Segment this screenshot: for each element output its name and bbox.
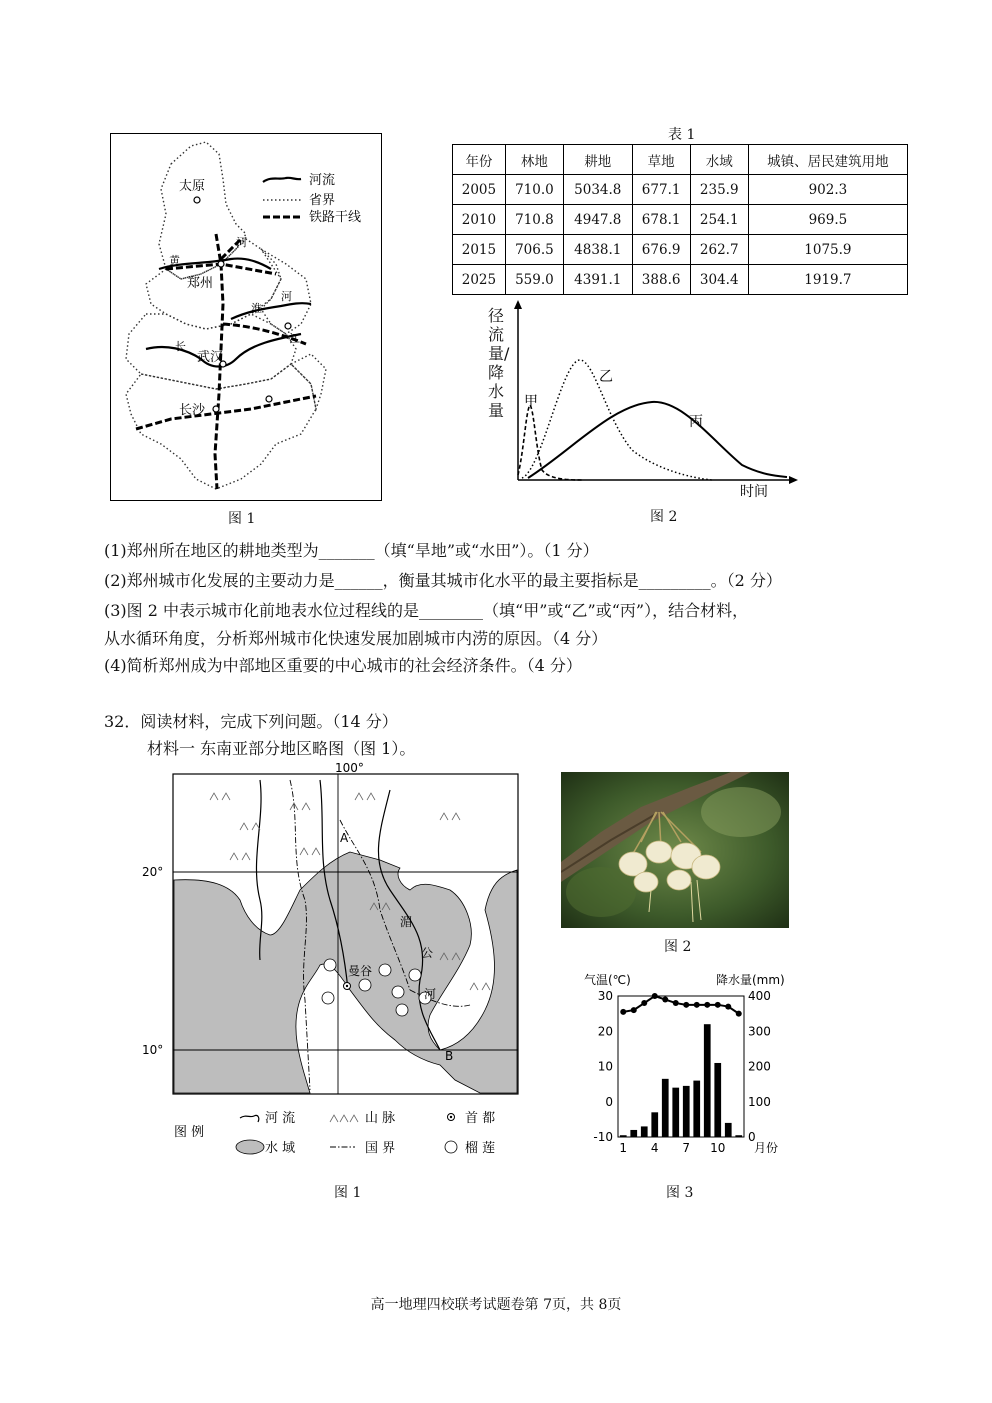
table-cell: 262.7 bbox=[690, 235, 748, 265]
table-cell: 902.3 bbox=[748, 175, 907, 205]
legend-title: 图 例 bbox=[174, 1125, 205, 1140]
legend-item: 首 都 bbox=[465, 1111, 496, 1126]
place-label: 长沙 bbox=[179, 403, 206, 418]
question-2: (2)郑州城市化发展的主要动力是______，衡量其城市化水平的最主要指标是_________。（2 分） bbox=[104, 571, 782, 590]
river-label: 江 bbox=[289, 332, 300, 345]
precip-bar bbox=[620, 1135, 627, 1137]
left-tick-label: 0 bbox=[605, 1094, 613, 1109]
table-row bbox=[453, 265, 908, 295]
place-label: 郑州 bbox=[187, 276, 214, 291]
river-label: 长 bbox=[175, 340, 186, 353]
river-label: 淮 bbox=[251, 302, 262, 315]
left-tick-label: 30 bbox=[597, 989, 613, 1003]
table-cell: 2010 bbox=[453, 205, 506, 235]
figure-2-caption: 图 2 bbox=[650, 509, 678, 525]
question-3-cont: 从水循环角度，分析郑州城市化快速发展加剧城市内涝的原因。（4 分） bbox=[104, 629, 608, 648]
table-cell: 4391.1 bbox=[563, 265, 632, 295]
durian-flower-photo bbox=[561, 772, 789, 928]
precip-bar bbox=[704, 1024, 711, 1137]
river-label: 河 bbox=[281, 290, 292, 303]
temp-point bbox=[620, 1009, 626, 1015]
temp-point bbox=[715, 1002, 721, 1008]
right-tick-label: 300 bbox=[748, 1024, 771, 1039]
precip-bar bbox=[725, 1123, 732, 1137]
temp-point bbox=[725, 1004, 731, 1010]
table-cell: 706.5 bbox=[505, 235, 563, 265]
left-tick-label: -10 bbox=[593, 1130, 613, 1144]
table-cell: 2015 bbox=[453, 235, 506, 265]
table-cell: 969.5 bbox=[748, 205, 907, 235]
table-cell: 2005 bbox=[453, 175, 506, 205]
river-char: 湄 bbox=[400, 915, 413, 929]
table-cell: 4947.8 bbox=[563, 205, 632, 235]
curve-label-jia: 甲 bbox=[524, 394, 538, 410]
legend-item: 国 界 bbox=[365, 1141, 396, 1156]
figure-2-hydrograph bbox=[482, 300, 802, 500]
legend-item: 水 域 bbox=[265, 1141, 296, 1156]
x-axis-label: 时间 bbox=[740, 484, 768, 500]
temp-point bbox=[736, 1011, 742, 1017]
table-cell: 388.6 bbox=[632, 265, 690, 295]
left-tick-label: 20 bbox=[597, 1024, 613, 1039]
legend-river: 河流 bbox=[309, 173, 336, 188]
precip-bar bbox=[683, 1086, 690, 1137]
table-header: 城镇、居民建筑用地 bbox=[748, 145, 907, 175]
table-header: 耕地 bbox=[563, 145, 632, 175]
table-cell: 4838.1 bbox=[563, 235, 632, 265]
table-header: 林地 bbox=[505, 145, 563, 175]
curve-label-yi: 乙 bbox=[599, 369, 613, 385]
capital-label: 曼谷 bbox=[348, 964, 373, 978]
lat-label: 20° bbox=[142, 865, 164, 879]
table-cell: 559.0 bbox=[505, 265, 563, 295]
question-1: (1)郑州所在地区的耕地类型为_______（填“旱地”或“水田”）。（1 分） bbox=[104, 541, 599, 560]
point-label: A bbox=[340, 831, 349, 845]
table-cell: 1919.7 bbox=[748, 265, 907, 295]
table-1-title: 表 1 bbox=[668, 127, 696, 143]
precip-bar bbox=[641, 1126, 648, 1137]
precip-bar bbox=[693, 1081, 700, 1137]
right-tick-label: 400 bbox=[748, 989, 771, 1003]
right-axis-title: 降水量(mm) bbox=[716, 973, 785, 987]
temp-point bbox=[683, 1002, 689, 1008]
x-tick-label: 1 bbox=[619, 1141, 628, 1155]
table-cell: 1075.9 bbox=[748, 235, 907, 265]
curve-label-bing: 丙 bbox=[689, 414, 703, 430]
precip-bar bbox=[630, 1130, 637, 1137]
table-cell: 254.1 bbox=[690, 205, 748, 235]
legend-province: 省界 bbox=[309, 193, 336, 208]
temp-point bbox=[694, 1002, 700, 1008]
table-row bbox=[453, 175, 908, 205]
map-legend bbox=[263, 172, 361, 225]
legend-item: 河 流 bbox=[265, 1111, 296, 1126]
temp-point bbox=[641, 1000, 647, 1006]
temp-point bbox=[673, 1000, 679, 1006]
precip-bar bbox=[735, 1135, 742, 1137]
x-tick-label: 4 bbox=[650, 1141, 659, 1155]
river-label: 黄 bbox=[169, 254, 180, 267]
precip-bar bbox=[672, 1088, 679, 1137]
temp-point bbox=[662, 997, 668, 1003]
map-legend bbox=[174, 1110, 495, 1156]
river-char: 河 bbox=[424, 987, 437, 1001]
page-footer: 高一地理四校联考试题卷第 7页，共 8页 bbox=[370, 1297, 622, 1313]
figure-2-ylabel: 径流量/降水量 bbox=[488, 306, 510, 420]
precip-bar bbox=[651, 1112, 658, 1137]
lat-label: 10° bbox=[142, 1043, 164, 1057]
figure-1-caption: 图 1 bbox=[228, 511, 256, 527]
table-cell: 235.9 bbox=[690, 175, 748, 205]
question-32-material: 材料一 东南亚部分地区略图（图 1）。 bbox=[147, 739, 416, 758]
table-cell: 676.9 bbox=[632, 235, 690, 265]
table-cell: 304.4 bbox=[690, 265, 748, 295]
point-label: B bbox=[445, 1049, 454, 1063]
question-3: (3)图 2 中表示城市化前地表水位过程线的是________（填“甲”或“乙”或“丙”），结合材料， bbox=[104, 601, 749, 620]
right-tick-label: 200 bbox=[748, 1059, 771, 1074]
precip-bar bbox=[662, 1079, 669, 1137]
right-tick-label: 100 bbox=[748, 1094, 771, 1109]
table-header: 草地 bbox=[632, 145, 690, 175]
table-cell: 677.1 bbox=[632, 175, 690, 205]
legend-railway: 铁路干线 bbox=[309, 210, 362, 225]
left-axis-title: 气温(℃) bbox=[584, 973, 631, 987]
table-row bbox=[453, 205, 908, 235]
figure-1-southeast-asia-map bbox=[140, 760, 530, 1170]
place-label: 太原 bbox=[179, 179, 206, 194]
question-4: (4)简析郑州成为中部地区重要的中心城市的社会经济条件。（4 分） bbox=[104, 656, 582, 675]
right-tick-label: 0 bbox=[748, 1130, 756, 1144]
table-cell: 678.1 bbox=[632, 205, 690, 235]
table-header: 水域 bbox=[690, 145, 748, 175]
figure-1b-caption: 图 1 bbox=[334, 1185, 362, 1201]
table-cell: 2025 bbox=[453, 265, 506, 295]
figure-1-map-china bbox=[110, 133, 382, 501]
table-header-row bbox=[453, 145, 908, 175]
figure-3-climate-chart bbox=[580, 968, 800, 1160]
temp-point bbox=[631, 1007, 637, 1013]
legend-item: 山 脉 bbox=[365, 1111, 396, 1126]
figure-3-caption: 图 3 bbox=[666, 1185, 694, 1201]
table-cell: 5034.8 bbox=[563, 175, 632, 205]
place-label: 武汉 bbox=[197, 350, 224, 365]
precip-bar bbox=[714, 1063, 721, 1137]
legend-item: 榴 莲 bbox=[465, 1141, 496, 1156]
temp-point bbox=[704, 1002, 710, 1008]
lon-label: 100° bbox=[335, 761, 364, 775]
table-cell: 710.8 bbox=[505, 205, 563, 235]
river-label: 河 bbox=[236, 236, 247, 249]
question-32-title: 32．阅读材料，完成下列问题。（14 分） bbox=[104, 712, 398, 731]
river-char: 公 bbox=[421, 946, 434, 960]
figure-2b-caption: 图 2 bbox=[664, 939, 692, 955]
temp-point bbox=[652, 993, 658, 999]
table-row bbox=[453, 235, 908, 265]
left-tick-label: 10 bbox=[597, 1059, 613, 1074]
x-tick-label: 7 bbox=[682, 1141, 691, 1155]
table-header: 年份 bbox=[453, 145, 506, 175]
x-axis-title: 月份 bbox=[754, 1141, 779, 1155]
table-cell: 710.0 bbox=[505, 175, 563, 205]
table-1 bbox=[452, 144, 908, 295]
x-tick-label: 10 bbox=[710, 1141, 726, 1155]
